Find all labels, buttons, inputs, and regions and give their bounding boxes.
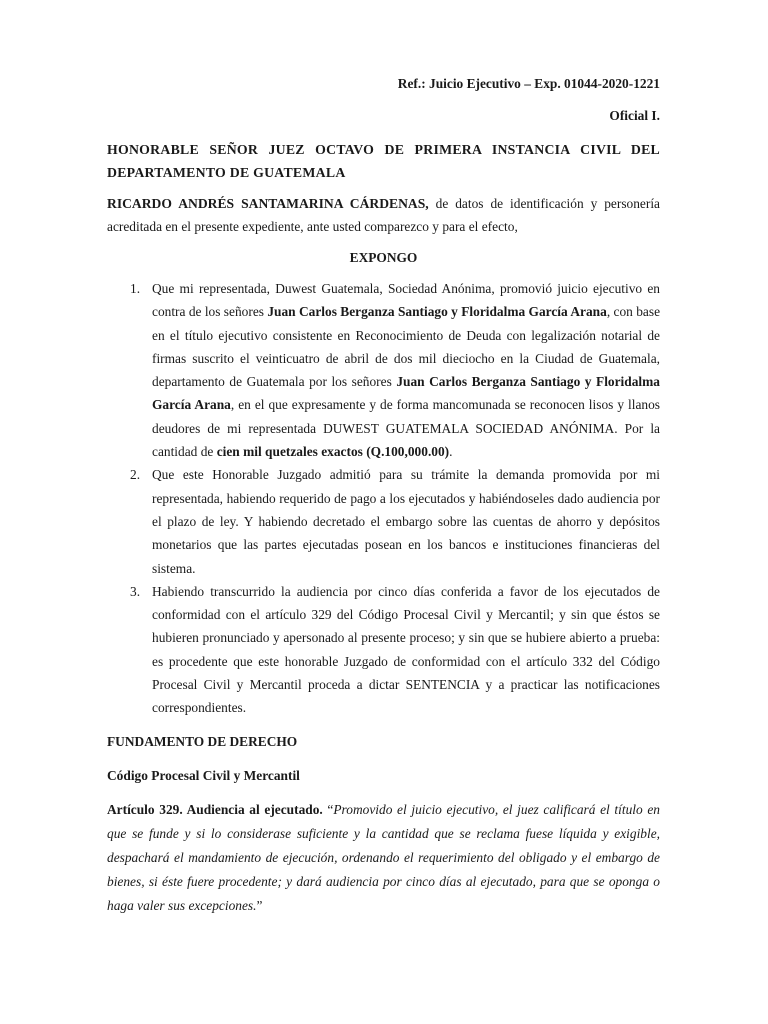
list-item-text: Que este Honorable Juzgado admitió para su trámite la demanda promovida por mi representada, habiendo requerido de pago a los ejecutados y habiéndoseles dado audiencia por el plazo de ley. Y habiendo decretado el embargo sobre las cuentas de ahorro y depósitos monetarios que las partes ejecutadas posean en los bancos e instituciones financieras del sistema. <box>152 467 660 576</box>
article-paragraph <box>107 798 660 918</box>
list-item <box>107 463 660 579</box>
list-item <box>107 277 660 463</box>
list-item-text: , en el que expresamente y de forma mancomunada se reconocen lisos y llanos deudores de mi representada DUWEST GUATEMALA SOCIEDAD ANÓNIMA. Por la cantidad de <box>152 397 660 460</box>
document-body <box>107 72 660 918</box>
court-officer: Oficial I. <box>609 108 660 123</box>
list-item <box>107 580 660 720</box>
intro-text: de datos de identificación y personería acreditada en el presente expediente, ante usted comparezco y para el efecto, <box>107 196 660 234</box>
article-title: Artículo 329. Audiencia al ejecutado. <box>107 801 323 817</box>
list-item-number: 3. <box>130 583 141 599</box>
code-title: Código Procesal Civil y Mercantil <box>107 767 300 783</box>
petitioner-name: RICARDO ANDRÉS SANTAMARINA CÁRDENAS, <box>107 196 429 211</box>
list-item-text: Habiendo transcurrido la audiencia por cinco días conferida a favor de los ejecutados de conformidad con el artículo 329 del Código Procesal Civil y Mercantil; y sin que éstos se hubieren pronunciado y apersonado al presente proceso; y sin que se hubiere abierto a prueba: es procedente que este honorable Juzgado de conformidad con el artículo 332 del Código Procesal Civil y Mercantil proceda a dictar SENTENCIA y a practicar las notificaciones correspondientes. <box>152 583 660 716</box>
article-quote: Promovido el juicio ejecutivo, el juez calificará el título en que se funde y si lo considerase suficiente y la cantidad que se reclama fuese líquida y exigible, despachará el mandamiento de ejecución, ordenando el requerimiento del obligado y el embargo de bienes, si éste fuere procedente; y dará audiencia por cinco días al ejecutado, para que se oponga o haga valer sus excepciones. <box>107 801 661 913</box>
list-item-number: 1. <box>130 281 141 296</box>
legal-basis-heading: FUNDAMENTO DE DERECHO <box>107 733 298 749</box>
expongo-heading: EXPONGO <box>349 250 418 265</box>
intro-paragraph <box>107 192 660 238</box>
debt-amount: cien mil quetzales exactos (Q.100,000.00) <box>216 444 450 460</box>
list-item-text: . <box>449 444 453 460</box>
close-quote: ” <box>256 897 263 913</box>
list-item-text: Que mi representada, Duwest Guatemala, Sociedad Anónima, promovió juicio ejecutivo en contra de los señores <box>152 281 660 320</box>
defendants-names: Juan Carlos Berganza Santiago y Floridalma García Arana <box>152 374 660 413</box>
defendants-names: Juan Carlos Berganza Santiago y Floridalma García Arana <box>267 304 607 320</box>
addressee-heading: HONORABLE SEÑOR JUEZ OCTAVO DE PRIMERA INSTANCIA CIVIL DEL DEPARTAMENTO DE GUATEMALA <box>107 142 660 180</box>
case-reference: Ref.: Juicio Ejecutivo – Exp. 01044-2020-1221 <box>397 76 660 91</box>
open-quote: “ <box>322 801 334 817</box>
facts-list <box>107 277 660 720</box>
list-item-number: 2. <box>130 467 141 483</box>
list-item-text: , con base en el título ejecutivo consistente en Reconocimiento de Deuda con legalización notarial de firmas suscrito el veinticuatro de abril de dos mil dieciocho en la Ciudad de Guatemala, departamento de Guatemala por los señores <box>152 304 661 390</box>
